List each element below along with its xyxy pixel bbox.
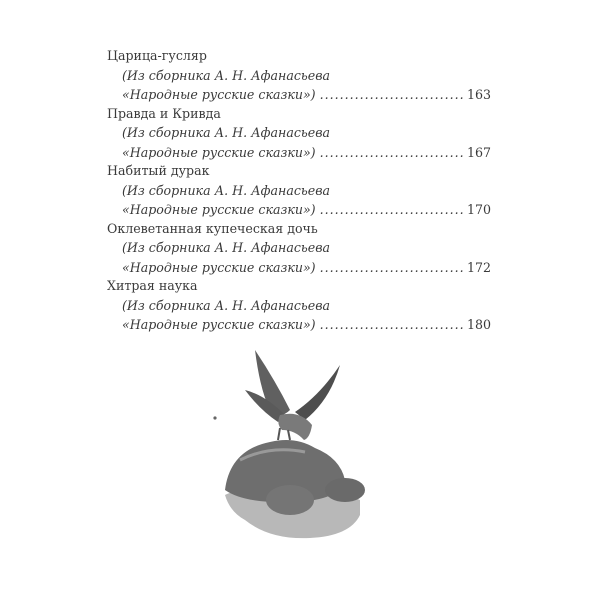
entry-title: Хитрая наука [107, 278, 198, 293]
leader-dots [320, 315, 463, 334]
table-of-contents [107, 46, 491, 334]
entry-source-collection: «Народные русские сказки») [122, 259, 316, 275]
toc-entry [107, 276, 491, 334]
toc-entry [107, 219, 491, 277]
leader-dots [320, 258, 463, 277]
toc-entry [107, 161, 491, 219]
entry-source: (Из сборника А. Н. Афанасьева [122, 182, 331, 198]
leader-dots [320, 143, 463, 162]
entry-source-collection: «Народные русские сказки») [122, 87, 316, 102]
speck [213, 416, 216, 419]
entry-source-collection: «Народные русские сказки») [122, 317, 316, 332]
entry-source-collection: «Народные русские сказки») [122, 202, 316, 217]
entry-source: (Из сборника А. Н. Афанасьева [122, 125, 331, 140]
bird [245, 350, 340, 440]
entry-source: (Из сборника А. Н. Афанасьева [122, 67, 331, 83]
rock [225, 440, 365, 538]
entry-title: Набитый дурак [107, 163, 210, 178]
entry-source: (Из сборника А. Н. Афанасьева [122, 297, 331, 313]
page-number: 170 [466, 202, 491, 217]
entry-source-collection: «Народные русские сказки») [122, 144, 316, 160]
page-number: 172 [466, 259, 491, 275]
entry-title: Оклеветанная купеческая дочь [107, 220, 318, 236]
leader-dots [320, 200, 463, 219]
page-number: 180 [466, 317, 491, 332]
entry-source: (Из сборника А. Н. Афанасьева [122, 240, 331, 255]
toc-entry [107, 46, 491, 104]
page-number: 167 [466, 144, 491, 160]
bird-on-rock-illustration [200, 340, 400, 550]
toc-entry [107, 104, 491, 162]
leader-dots [320, 85, 463, 104]
entry-title: Царица-гусляр [107, 48, 207, 63]
page-number: 163 [466, 87, 491, 102]
entry-title: Правда и Кривда [107, 105, 221, 121]
